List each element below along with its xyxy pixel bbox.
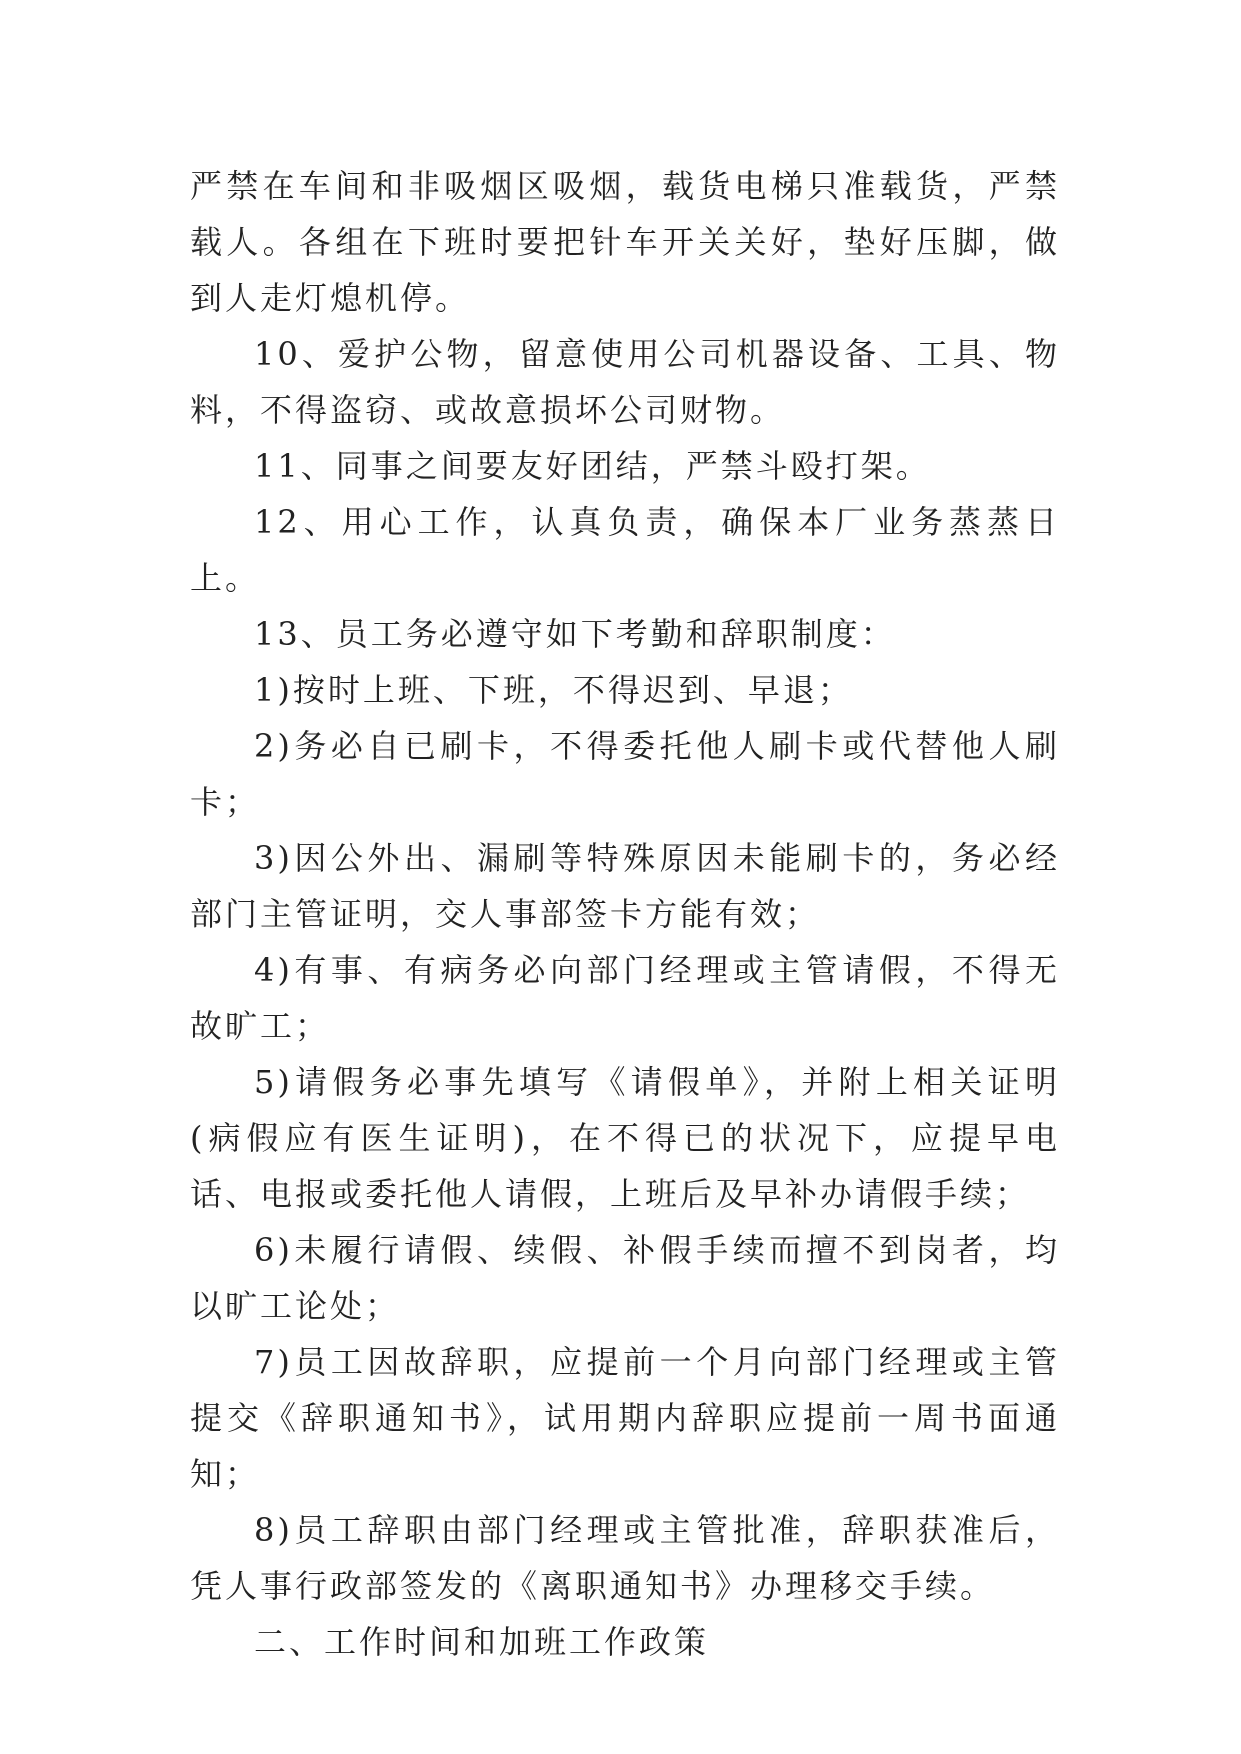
paragraph-item-12: 12、用心工作，认真负责，确保本厂业务蒸蒸日上。: [190, 503, 1060, 597]
paragraph-subitem-1: 1)按时上班、下班，不得迟到、早退；: [254, 671, 853, 709]
paragraph-subitem-7: 7)员工因故辞职，应提前一个月向部门经理或主管提交《辞职通知书》，试用期内辞职应提前一周书面通知；: [190, 1343, 1060, 1493]
paragraph-subitem-6: 6)未履行请假、续假、补假手续而擅不到岗者，均以旷工论处；: [190, 1231, 1060, 1325]
paragraph-subitem-5: 5)请假务必事先填写《请假单》，并附上相关证明(病假应有医生证明)，在不得已的状况下，应提早电话、电报或委托他人请假，上班后及早补办请假手续；: [190, 1063, 1060, 1213]
paragraph-smoking-rules: 严禁在车间和非吸烟区吸烟，载货电梯只准载货，严禁载人。各组在下班时要把针车开关关好，垫好压脚，做到人走灯熄机停。: [190, 167, 1060, 317]
document-body: [190, 158, 1060, 1670]
section-heading-work-hours: 二、工作时间和加班工作政策: [254, 1623, 710, 1661]
paragraph-item-13: 13、员工务必遵守如下考勤和辞职制度：: [254, 615, 896, 653]
paragraph-item-10: 10、爱护公物，留意使用公司机器设备、工具、物料，不得盗窃、或故意损坏公司财物。: [190, 335, 1060, 429]
paragraph-subitem-2: 2)务必自已刷卡，不得委托他人刷卡或代替他人刷卡；: [190, 727, 1060, 821]
paragraph-item-11: 11、同事之间要友好团结，严禁斗殴打架。: [254, 447, 931, 485]
paragraph-subitem-3: 3)因公外出、漏刷等特殊原因未能刷卡的，务必经部门主管证明，交人事部签卡方能有效；: [190, 839, 1060, 933]
paragraph-subitem-4: 4)有事、有病务必向部门经理或主管请假，不得无故旷工；: [190, 951, 1060, 1045]
paragraph-subitem-8: 8)员工辞职由部门经理或主管批准，辞职获准后，凭人事行政部签发的《离职通知书》办理移交手续。: [190, 1511, 1060, 1605]
